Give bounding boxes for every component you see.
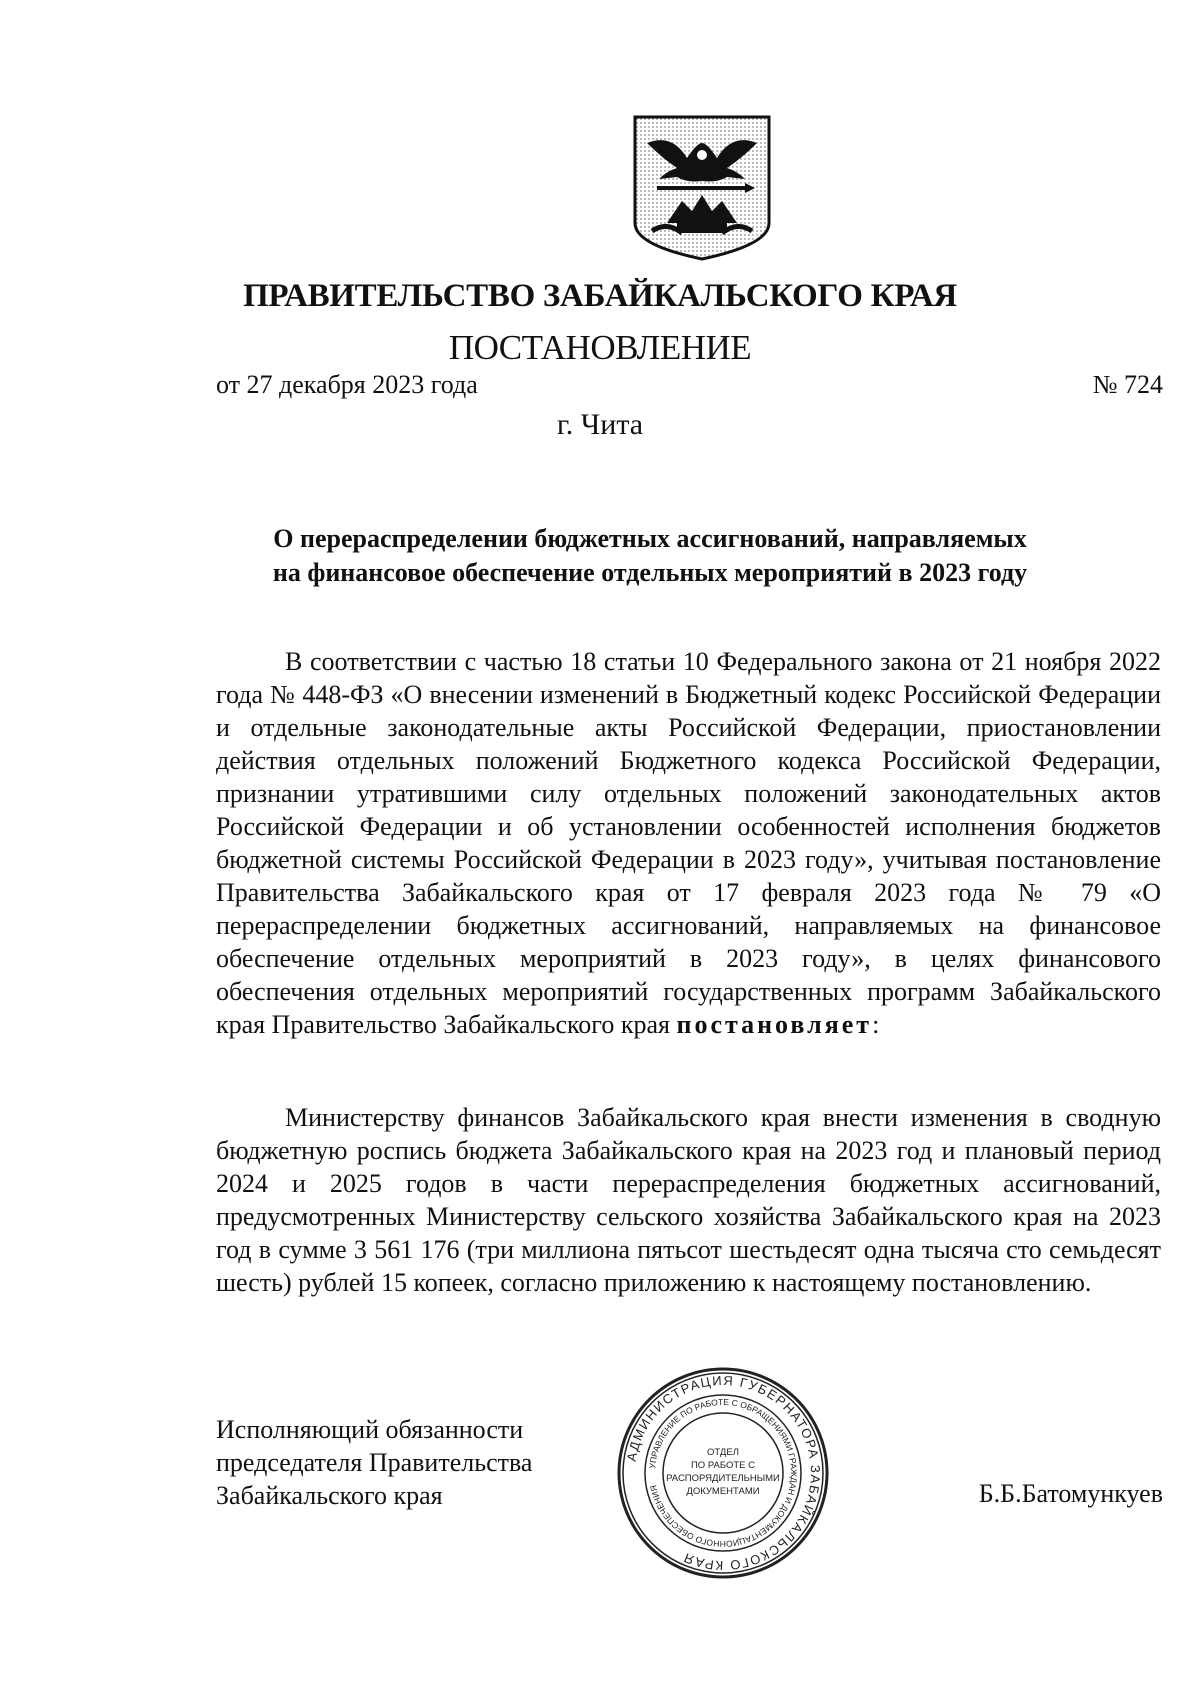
stamp-center-line-3: РАСПОРЯДИТЕЛЬНЫМИ: [666, 1473, 780, 1484]
official-stamp: [617, 1367, 829, 1579]
paragraph-1-text: В соответствии с частью 18 статьи 10 Федерального закона от 21 ноября 2022 года № 448-ФЗ «О внесении изменений в Бюджетный кодекс Российской Федерации и отдельные законодательные акты Российской Федерации, приостановлении действия отдельных положений Бюджетного кодекса Российской Федерации, признании утратившими силу отдельных положений законодательных актов Российской Федерации и об установлении особенностей исполнения бюджетов бюджетной системы Российской Федерации в 2023 году», учитывая постановление Правительства Забайкальского края от 17 февраля 2023 года № 79 «О перераспределении бюджетных ассигнований, направляемых на финансовое обеспечение отдельных мероприятий в 2023 году», в целях финансового обеспечения отдельных мероприятий государственных программ Забайкальского края Правительство Забайкальского края: [216, 647, 1161, 1039]
position-line-1: Исполняющий обязанности: [216, 1415, 524, 1444]
document-subject: [200, 522, 1100, 590]
body-paragraph-2: Министерству финансов Забайкальского края внести изменения в сводную бюджетную роспись бюджета Забайкальского края на 2023 год и плановый период 2024 и 2025 годов в части перераспределения бюджетных ассигнований, предусмотренных Министерству сельского хозяйства Забайкальского края на 2023 год в сумме 3 561 176 (три миллиона пятьсот шестьдесят одна тысяча сто семьдесят шесть) рублей 15 копеек, согласно приложению к настоящему постановлению.: [216, 1103, 1161, 1297]
decree-colon: :: [872, 1010, 880, 1039]
position-line-3: Забайкальского края: [216, 1481, 443, 1510]
stamp-center-line-1: ОТДЕЛ: [707, 1447, 739, 1458]
stamp-outer-text: АДМИНИСТРАЦИЯ ГУБЕРНАТОРА ЗАБАЙКАЛЬСКОГО КРАЯ: [623, 1372, 824, 1574]
subject-line-1: О перераспределении бюджетных ассигнований, направляемых: [273, 524, 1027, 553]
government-title: ПРАВИТЕЛЬСТВО ЗАБАЙКАЛЬСКОГО КРАЯ: [243, 278, 957, 314]
document-city: г. Чита: [556, 408, 644, 441]
document-number: № 724: [1092, 370, 1163, 399]
document-type: ПОСТАНОВЛЕНИЕ: [448, 328, 752, 367]
decree-word: постановляет: [676, 1010, 873, 1039]
stamp-center-line-2: ПО РАБОТЕ С: [690, 1460, 756, 1471]
position-line-2: председателя Правительства: [216, 1448, 533, 1477]
subject-line-2: на финансовое обеспечение отдельных мероприятий в 2023 году: [272, 558, 1028, 587]
stamp-center-line-4: ДОКУМЕНТАМИ: [686, 1486, 760, 1497]
body-paragraph-1: [216, 645, 1161, 1041]
signatory-position: [216, 1413, 532, 1512]
signatory-name: Б.Б.Батомункуев: [978, 1479, 1163, 1508]
stamp-inner-text: УПРАВЛЕНИЕ ПО РАБОТЕ С ОБРАЩЕНИЯМИ ГРАЖДАН И ДОКУМЕНТАЦИОННОГО ОБЕСПЕЧЕНИЯ: [647, 1396, 800, 1550]
document-date: от 27 декабря 2023 года: [216, 370, 478, 399]
coat-of-arms-icon: [627, 113, 777, 263]
